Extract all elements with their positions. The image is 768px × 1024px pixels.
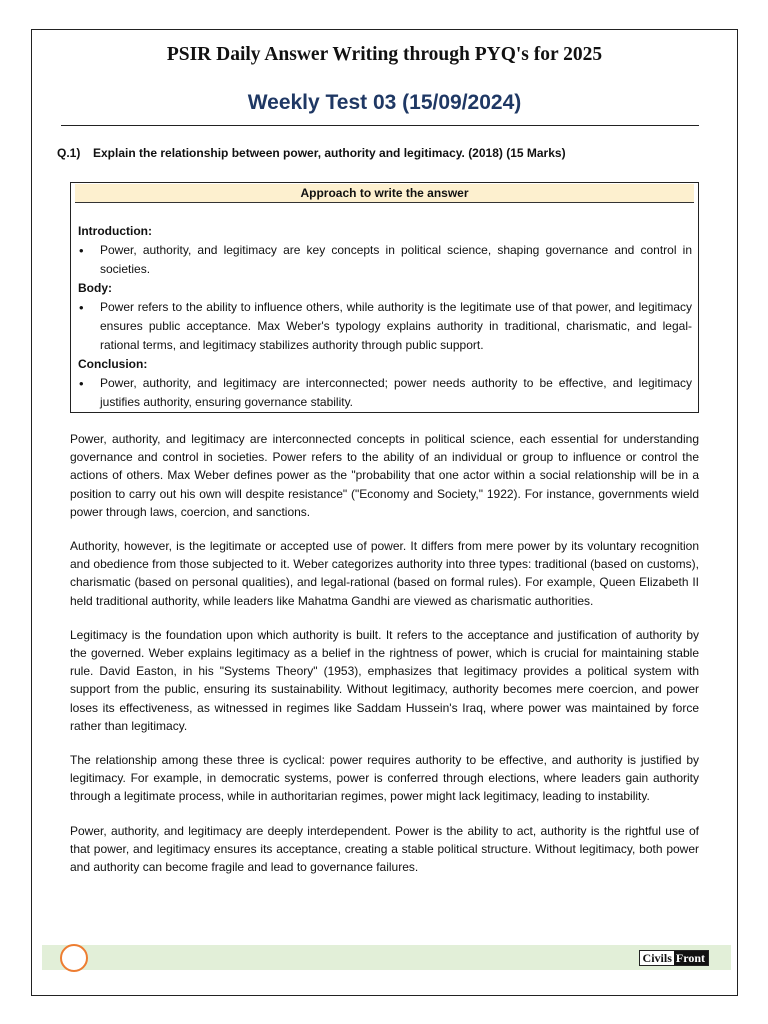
question-text: Explain the relationship between power, authority and legitimacy. (2018) (15 Marks) bbox=[93, 146, 566, 160]
question-number: Q.1) bbox=[57, 146, 81, 160]
answer-paragraph: Power, authority, and legitimacy are deeply interdependent. Power is the ability to act, authority is the rightful use of that power, and legitimacy ensures its acceptance, creating a stable political structure. Without legitimacy, both power and authority can become fragile and lead to governance failures. bbox=[70, 823, 699, 875]
answer-paragraph: Authority, however, is the legitimate or accepted use of power. It differs from mere power by its voluntary recognition and obedience from those subjected to it. Weber categorizes authority into three types: traditional (based on customs), charismatic (based on personal qualities), and legal-rational (based on formal rules). For example, Queen Elizabeth II held traditional authority, while leaders like Mahatma Gandhi are viewed as charismatic authorities. bbox=[70, 539, 699, 608]
approach-box bbox=[70, 182, 699, 413]
approach-label-conclusion: Conclusion: bbox=[78, 357, 148, 371]
footer-bar bbox=[42, 945, 731, 970]
logo-text-civils: Civils bbox=[642, 951, 672, 965]
answer-paragraph: The relationship among these three is cyclical: power requires authority to be effective, and authority is justified by legitimacy. For example, in democratic systems, power is conferred through elections, where leaders gain authority through a legitimate process, while in authoritarian regimes, power might lack legitimacy, leading to instability. bbox=[70, 753, 699, 804]
approach-bullet-conclusion: • Power, authority, and legitimacy are interconnected; power needs authority to be effective, and legitimacy justifies authority, ensuring governance stability. bbox=[78, 374, 692, 412]
logo-text-front: Front bbox=[674, 951, 708, 965]
answer-paragraph: Legitimacy is the foundation upon which authority is built. It refers to the acceptance and justification of authority by the governed. Weber explains legitimacy as a belief in the rightness of power, which is crucial for maintaining stable rule. David Easton, in his "Systems Theory" (1953), emphasizes that legitimacy provides a political system with support from the public, ensuring its sustainability. Without legitimacy, authority becomes mere coercion, and power loses its effectiveness, as witnessed in regimes like Saddam Hussein's Iraq, where power was maintained by force rather than legitimacy. bbox=[70, 627, 699, 733]
civilsfront-logo bbox=[639, 950, 709, 966]
question bbox=[57, 146, 717, 160]
circle-icon bbox=[60, 944, 88, 972]
approach-body bbox=[71, 203, 698, 412]
answer-paragraph: Power, authority, and legitimacy are interconnected concepts in political science, each essential for understanding governance and control in societies. Power refers to the ability of an individual or group to influence or control the actions of others. Max Weber defines power as the "probability that one actor within a social relationship will be in a position to carry out his own will despite resistance" ("Economy and Society," 1922). For instance, governments wield power through laws, coercion, and sanctions. bbox=[70, 432, 699, 519]
title-divider bbox=[61, 125, 699, 126]
approach-bullet-body: • Power refers to the ability to influence others, while authority is the legitimate use of that power, and legitimacy ensures public acceptance. Max Weber's typology explains authority in traditional, charismatic, and legal-rational terms, and legitimacy stabilizes authority through public support. bbox=[78, 298, 692, 355]
approach-bullet-introduction: • Power, authority, and legitimacy are key concepts in political science, shaping governance and control in societies. bbox=[78, 241, 692, 279]
page-frame bbox=[31, 29, 738, 996]
approach-label-body: Body: bbox=[78, 281, 112, 295]
page-title: PSIR Daily Answer Writing through PYQ's for 2025 bbox=[166, 44, 603, 65]
approach-label-introduction: Introduction: bbox=[78, 224, 152, 238]
approach-heading: Approach to write the answer bbox=[75, 184, 694, 203]
answer-body bbox=[70, 430, 699, 892]
page-subtitle: Weekly Test 03 (15/09/2024) bbox=[247, 91, 522, 114]
